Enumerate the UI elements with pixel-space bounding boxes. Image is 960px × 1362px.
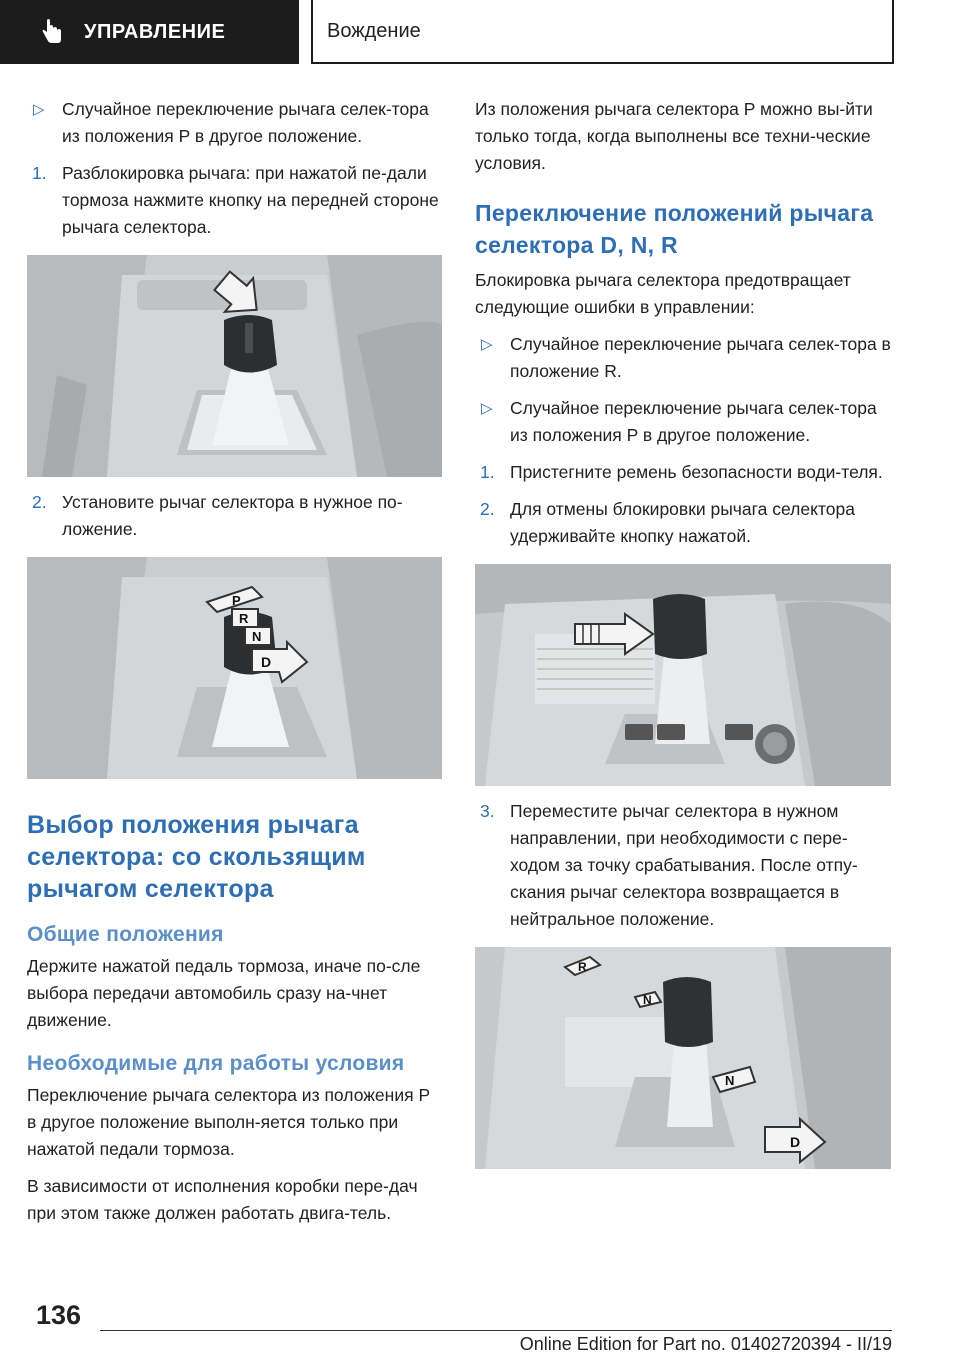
- list-item: [27, 96, 442, 150]
- figure-selector-lever-positions: [27, 557, 442, 779]
- page-number: 136: [36, 1300, 82, 1330]
- edition-note: Online Edition for Part no. 01402720394 - II/19: [519, 1334, 892, 1354]
- section-heading: Переключение положений рычага селектора D, N, R: [475, 200, 874, 258]
- gear-label-n: N: [252, 629, 262, 644]
- gear-label-r: R: [578, 960, 587, 974]
- paragraph: Из положения рычага селектора P можно вы-йти только тогда, когда выполнены все техни-ческие условия.: [475, 99, 873, 173]
- step-text: Переместите рычаг селектора в нужном направлении, при необходимости с пере-ходом за точку срабатывания. После отпу-скания рычаг селектора возвращается в нейтральное положение.: [510, 801, 858, 929]
- paragraph: Держите нажатой педаль тормоза, иначе по-сле выбора передачи автомобиль сразу на-чнет движение.: [27, 956, 421, 1030]
- step-number: 1.: [480, 462, 495, 482]
- gear-label-n-2: N: [725, 1073, 735, 1088]
- chapter-title: Вождение: [327, 19, 421, 42]
- triangle-right-icon: ▷: [33, 101, 45, 118]
- step-number: 3.: [480, 801, 495, 821]
- step-text: Установите рычаг селектора в нужное по-ложение.: [62, 492, 403, 539]
- figure-selector-lever-unlock: [27, 255, 442, 477]
- list-item: [475, 395, 893, 449]
- step-item: [475, 459, 893, 486]
- paragraph: В зависимости от исполнения коробки пере-дач при этом также должен работать двига-тель.: [27, 1176, 418, 1223]
- gear-label-d: D: [261, 654, 272, 670]
- step-item: [475, 496, 893, 550]
- list-item: [475, 331, 893, 385]
- paragraph: Переключение рычага селектора из положения P в другое положение выполн-яется только при нажатой педали тормоза.: [27, 1085, 430, 1159]
- subheading-conditions: Необходимые для работы условия: [27, 1052, 405, 1075]
- step-number: 1.: [32, 163, 47, 183]
- page-header: [0, 0, 960, 66]
- gear-arrow-n: [245, 627, 271, 645]
- right-column: [475, 96, 893, 1169]
- section-heading: Выбор положения рычага селектора: со скользящим рычагом селектора: [27, 811, 366, 903]
- step-text: Разблокировка рычага: при нажатой пе-дали тормоза нажмите кнопку на передней стороне рычага селектора.: [62, 163, 439, 237]
- gear-label-r: R: [239, 611, 249, 626]
- gear-label-n: N: [643, 993, 652, 1007]
- gear-label-d: D: [790, 1134, 801, 1150]
- triangle-right-icon: ▷: [481, 336, 493, 353]
- bullet-text: Случайное переключение рычага селек-тора из положения P в другое положение.: [510, 398, 877, 445]
- step-number: 2.: [480, 499, 495, 519]
- paragraph: Блокировка рычага селектора предотвращает следующие ошибки в управлении:: [475, 270, 851, 317]
- triangle-right-icon: ▷: [481, 400, 493, 417]
- step-item: [475, 798, 893, 933]
- figure-unlock-button: [475, 564, 891, 786]
- gear-label-p: P: [232, 593, 241, 608]
- step-item: [27, 489, 442, 543]
- footer-divider: [100, 1330, 892, 1331]
- bullet-text: Случайное переключение рычага селек-тора из положения P в другое положение.: [62, 99, 429, 146]
- figure-lever-directions: [475, 947, 891, 1169]
- left-column: [27, 96, 442, 1237]
- section-title: УПРАВЛЕНИЕ: [84, 20, 226, 43]
- section-tab: [0, 0, 299, 64]
- hand-pointer-icon: [38, 18, 66, 46]
- step-number: 2.: [32, 492, 47, 512]
- step-item: [27, 160, 442, 241]
- step-text: Для отмены блокировки рычага селектора удерживайте кнопку нажатой.: [510, 499, 855, 546]
- bullet-text: Случайное переключение рычага селек-тора в положение R.: [510, 334, 891, 381]
- subheading-general: Общие положения: [27, 923, 224, 946]
- chapter-tab: [311, 0, 894, 64]
- step-text: Пристегните ремень безопасности води-теля.: [510, 462, 883, 482]
- gear-arrow-r: [232, 609, 258, 627]
